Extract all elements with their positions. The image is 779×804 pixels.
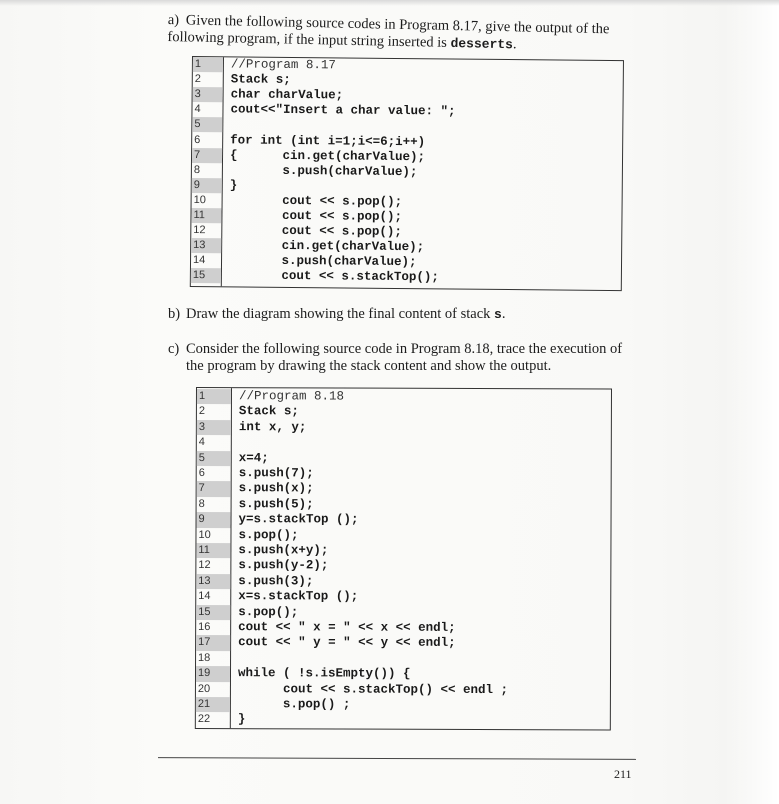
- program-818-code-line: s.pop() ;: [237, 697, 351, 712]
- program-817-code-line: { cin.get(charValue);: [229, 147, 426, 164]
- program-818-line-number: 21: [196, 697, 230, 713]
- program-818-code-line: s.push(y-2);: [238, 558, 329, 573]
- program-818-line-number: 4: [198, 436, 205, 449]
- question-a-text: Given the following source codes in Program 8.17, give the output of the following program, if the input string inserted is: [167, 12, 610, 51]
- program-818-line-number: 20: [197, 682, 211, 695]
- program-818-line-number: 9: [197, 512, 231, 528]
- program-818-line-number: 18: [198, 651, 211, 664]
- program-818-line-number: 5: [197, 451, 231, 467]
- program-817-line-number: 11: [191, 208, 221, 223]
- program-818-line-number: 3: [197, 420, 231, 436]
- program-818-code-line: }: [237, 712, 246, 727]
- program-817-code-line: s.push(charValue);: [228, 253, 417, 270]
- program-817-line-number: 7: [192, 148, 222, 163]
- program-818-line-number: 2: [198, 405, 206, 418]
- program-818-code-line: s.push(5);: [238, 496, 314, 512]
- program-817-code-line: Stack s;: [230, 72, 291, 88]
- program-817-line-number: 6: [194, 133, 201, 146]
- program-818-code-line: x=4;: [238, 450, 269, 465]
- program-817-line-number: 15: [191, 268, 221, 283]
- question-b-label: b): [168, 306, 181, 322]
- program-818-code-line: cout << " x = " << x << endl;: [238, 620, 456, 635]
- program-818-code-line: s.pop();: [238, 527, 299, 542]
- program-818-line-number: 13: [196, 574, 230, 590]
- program-817-line-number: 4: [194, 103, 201, 116]
- program-818-line-number: 11: [196, 543, 230, 559]
- program-817-line-number: 5: [192, 117, 222, 132]
- question-c-text: Consider the following source code in Program 8.18, trace the execution of the program by drawing the stack content and show the output.: [186, 341, 623, 374]
- program-817-line-number: 13: [191, 238, 221, 253]
- program-818-line-number: 1: [197, 389, 231, 405]
- program-818-line-number: 15: [196, 605, 230, 621]
- page-edge: [724, 0, 779, 804]
- program-817-line-number: 8: [193, 163, 201, 176]
- question-a-input-string: desserts: [450, 35, 514, 53]
- program-817-code-line: cout << s.pop();: [229, 208, 403, 225]
- top-shadow: [0, 0, 779, 6]
- page-number: 211: [614, 767, 632, 781]
- program-818-code-line: s.push(x);: [238, 481, 314, 496]
- program-818-code-line: s.push(7);: [238, 466, 314, 481]
- program-817-line-number: 1: [193, 57, 223, 72]
- program-818-code-line: x=s.stackTop ();: [238, 589, 359, 604]
- program-818-code-line: int x, y;: [238, 419, 307, 435]
- question-a-label: a): [167, 12, 180, 29]
- question-b-suffix: .: [501, 306, 506, 322]
- question-c-label: c): [168, 341, 180, 357]
- program-817-code-line: for int (int i=1;i<=6;i++): [230, 132, 426, 149]
- program-818-code-line: s.pop();: [238, 604, 299, 619]
- program-817-line-number: 2: [194, 73, 201, 86]
- program-818-line-number: 8: [198, 497, 205, 510]
- program-818-line-number: 22: [197, 713, 211, 726]
- program-818-line-number: 14: [198, 590, 211, 603]
- program-817-line-number: 10: [193, 193, 206, 207]
- question-b-text: Draw the diagram showing the final content of stack: [186, 306, 491, 322]
- program-817-code-line: cin.get(charValue);: [229, 238, 425, 255]
- question-b: [168, 306, 638, 323]
- program-817-code-line: //Program 8.17: [230, 57, 337, 73]
- program-817-code-line: cout<<"Insert a char value: ";: [230, 102, 456, 119]
- program-818-code-line: cout << " y = " << y << endl;: [238, 635, 456, 651]
- program-818-line-number: 16: [198, 621, 211, 634]
- question-b-stack-name: s: [494, 307, 502, 322]
- program-818-code-line: Stack s;: [238, 404, 299, 419]
- program-818-code-line: s.push(x+y);: [238, 543, 329, 558]
- program-817-code-box: [190, 56, 624, 291]
- program-818-line-number: 10: [198, 528, 211, 541]
- program-818-code-box: [195, 387, 612, 730]
- program-818-line-number: 7: [197, 481, 231, 497]
- program-818-code-line: cout << s.stackTop() << endl ;: [237, 681, 509, 697]
- question-a-suffix: .: [512, 36, 517, 53]
- program-818-code-line: while ( !s.isEmpty()) {: [237, 666, 411, 681]
- program-818-line-number: 17: [196, 635, 230, 651]
- program-817-line-number: 9: [192, 178, 222, 193]
- program-818-code-line: y=s.stackTop ();: [238, 512, 359, 527]
- program-818-code-line: s.push(3);: [238, 573, 314, 589]
- program-817-code-line: cout << s.pop();: [229, 223, 402, 240]
- program-817-line-number: 3: [193, 87, 223, 102]
- program-818-line-number: 6: [198, 467, 205, 480]
- question-c: [168, 341, 638, 375]
- program-817-line-number: 14: [192, 254, 206, 267]
- program-817-code-line: cout << s.stackTop();: [228, 268, 439, 285]
- program-817-code-line: char charValue;: [230, 87, 344, 103]
- program-818-line-number: 19: [196, 666, 230, 682]
- program-817-code-line: cout << s.pop();: [229, 193, 403, 209]
- program-818-line-number: 12: [198, 559, 211, 572]
- program-817-code-line: s.push(charValue);: [229, 163, 418, 179]
- program-817-code-line: }: [229, 178, 238, 193]
- program-817-line-number: 12: [193, 224, 206, 237]
- program-818-code-line: //Program 8.18: [238, 389, 345, 404]
